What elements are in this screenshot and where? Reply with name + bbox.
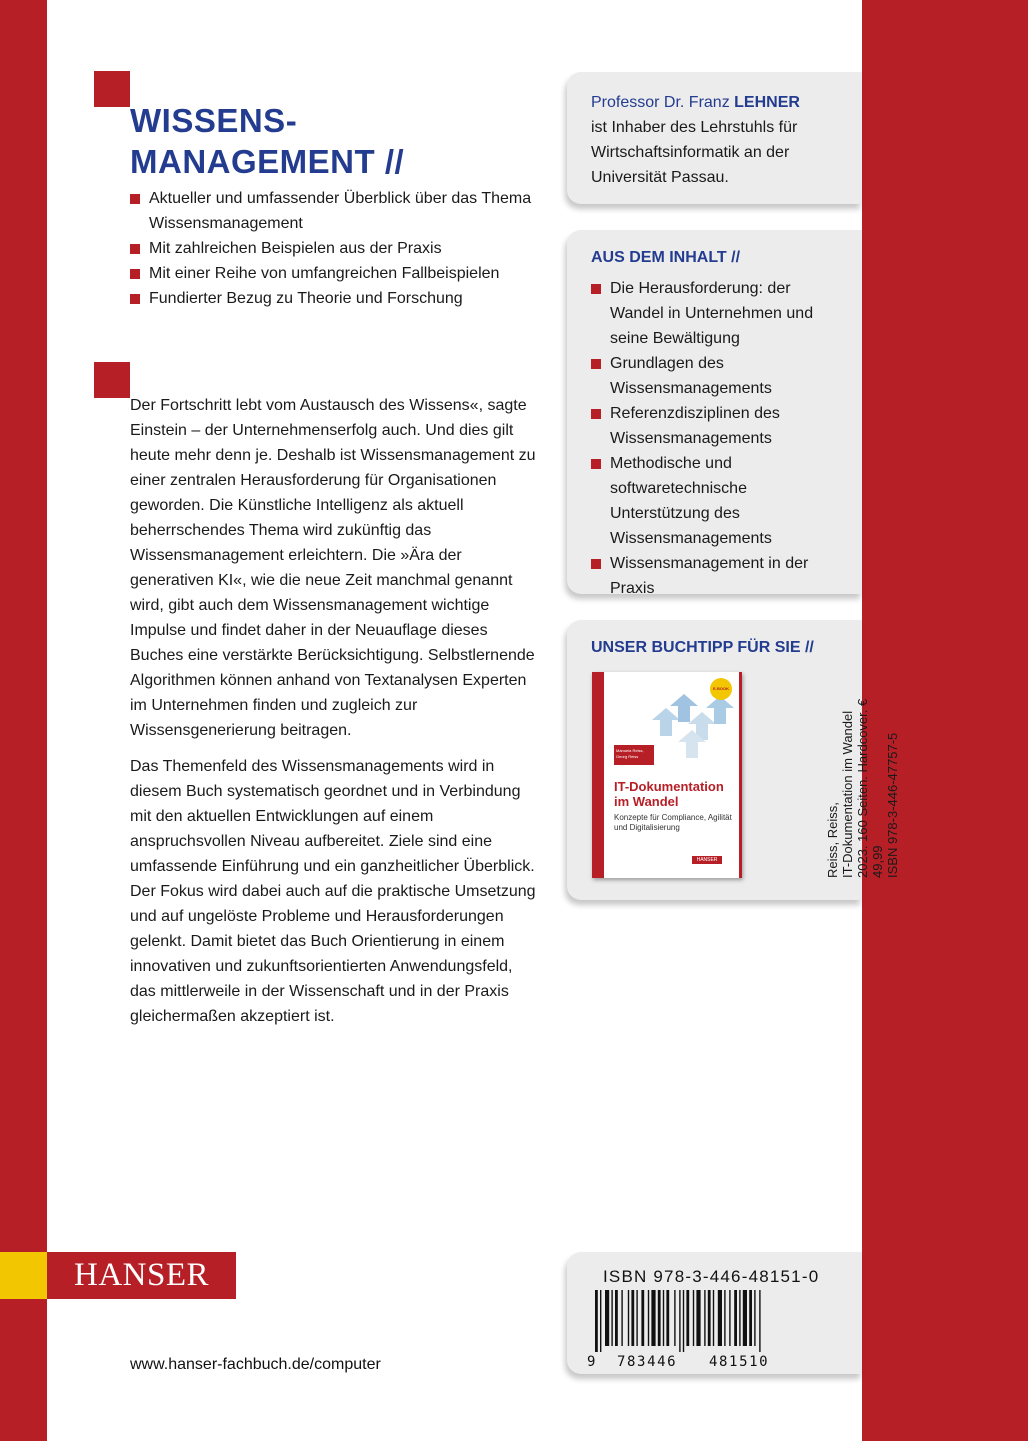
feature-item: Fundierter Bezug zu Theorie und Forschung bbox=[130, 286, 550, 311]
barcode-bar bbox=[631, 1290, 634, 1346]
contents-list bbox=[591, 276, 831, 601]
cover-spine bbox=[592, 672, 604, 878]
contents-item: Wissensmanagement in der Praxis bbox=[591, 551, 831, 601]
cover-title: IT-Dokumentation im Wandel bbox=[614, 779, 724, 809]
description-paragraph: Das Themenfeld des Wissensmanagements wird in diesem Buch systematisch geordnet und in Verbindung mit den aktuellen Entwicklungen auf einem anspruchsvollen Niveau aufbereitet. Ziele sind eine umfassende Einführung und ein ganzheitlicher Überblick. Der Fokus wird dabei auch auf die praktische Umsetzung und auf ungelöste Probleme und Herausforderungen gelenkt. Damit bietet das Buch Orientierung in einem innovativen und zukunftsorientierten Anwendungsfeld, das mittlerweile in der Wissenschaft und in der Praxis gleichermaßen akzeptiert ist. bbox=[130, 758, 536, 1025]
barcode bbox=[595, 1290, 795, 1352]
barcode-bar bbox=[708, 1290, 711, 1346]
barcode-bar bbox=[724, 1290, 725, 1346]
description-paragraph: Der Fortschritt lebt vom Austausch des Wissens«, sagte Einstein – der Unternehmenserfolg auch. Und dies gilt heute mehr denn je. Deshalb ist Wissensmanagement zu einer zentralen Herausforderung für Organisationen geworden. Die Künstliche Intelligenz als aktuell beherrschendes Thema wird zukünftig das Wissensmanagement erleichtern. Die »Ära der generativen KI«, wie die neue Zeit manchmal genannt wird, gibt auch dem Wissensmanagement wichtige Impulse und findet daher in der Neuauflage dieses Buches eine verstärkte Berücksichtigung. Selbstlernende Algorithmen können anhand von Textanalysen Experten im Unternehmen finden und zugleich zur Wissensgenerierung beitragen. bbox=[130, 397, 536, 739]
website-url[interactable]: www.hanser-fachbuch.de/computer bbox=[130, 1356, 381, 1373]
contents-item: Grundlagen des Wissensmanagements bbox=[591, 351, 831, 401]
barcode-bar bbox=[674, 1290, 675, 1346]
isbn-panel: ISBN 978-3-446-48151-0 9 783446 481510 bbox=[567, 1252, 862, 1374]
feature-item: Mit zahlreichen Beispielen aus der Praxis bbox=[130, 236, 550, 261]
barcode-bar bbox=[666, 1290, 669, 1346]
barcode-bar bbox=[679, 1290, 680, 1352]
contents-item: Die Herausforderung: der Wandel in Unternehmen und seine Bewältigung bbox=[591, 276, 831, 351]
feature-list bbox=[130, 186, 550, 311]
cover-edge bbox=[739, 672, 742, 878]
contents-heading: AUS DEM INHALT // bbox=[591, 249, 741, 266]
feature-item: Mit einer Reihe von umfangreichen Fallbeispielen bbox=[130, 261, 550, 286]
title-square-marker bbox=[94, 71, 130, 107]
barcode-bar bbox=[743, 1290, 747, 1346]
barcode-bar bbox=[683, 1290, 684, 1352]
recommended-book-cover bbox=[592, 672, 742, 878]
barcode-bar bbox=[615, 1290, 618, 1346]
barcode-bar bbox=[621, 1290, 622, 1346]
barcode-bar bbox=[658, 1290, 661, 1346]
feature-item: Aktueller und umfassender Überblick über das Thema Wissensmanagement bbox=[130, 186, 550, 236]
barcode-bar bbox=[611, 1290, 612, 1346]
barcode-bar bbox=[713, 1290, 714, 1346]
barcode-bar bbox=[754, 1290, 755, 1346]
barcode-bar bbox=[686, 1290, 689, 1346]
barcode-bar bbox=[734, 1290, 737, 1346]
left-red-band bbox=[0, 0, 47, 1441]
book-tip-panel bbox=[567, 620, 900, 900]
barcode-bar bbox=[696, 1290, 700, 1346]
barcode-bar bbox=[636, 1290, 637, 1346]
barcode-bar bbox=[718, 1290, 722, 1346]
barcode-bar bbox=[628, 1290, 629, 1346]
cover-author-tab: Manuela Reiss, Georg Reiss bbox=[614, 745, 654, 765]
cover-publisher-logo: HANSER bbox=[692, 856, 722, 864]
book-tip-details: Reiss, Reiss, IT-Dokumentation im Wandel 2023. 160 Seiten. Hardcover. € 49,99 ISBN 978-3-446-47757-5 bbox=[825, 698, 900, 878]
barcode-bar bbox=[651, 1290, 655, 1346]
book-title: WISSENS- MANAGEMENT // bbox=[130, 102, 405, 180]
barcode-bar bbox=[704, 1290, 705, 1346]
barcode-bar bbox=[693, 1290, 694, 1346]
contents-item: Methodische und softwaretechnische Unterstützung des Wissensmanagements bbox=[591, 451, 831, 551]
left-yellow-accent bbox=[0, 1252, 47, 1299]
description-square-marker bbox=[94, 362, 130, 398]
barcode-bar bbox=[595, 1290, 598, 1352]
barcode-bar bbox=[739, 1290, 740, 1346]
barcode-bar bbox=[641, 1290, 644, 1346]
author-name: Professor Dr. Franz LEHNER bbox=[591, 94, 800, 111]
cover-subtitle: Konzepte für Compliance, Agilität und Digitalisierung bbox=[614, 813, 732, 832]
cover-arrows-graphic bbox=[652, 690, 734, 760]
contents-item: Referenzdisziplinen des Wissensmanagements bbox=[591, 401, 831, 451]
barcode-bar bbox=[605, 1290, 609, 1346]
barcode-bar bbox=[600, 1290, 601, 1352]
barcode-bar bbox=[729, 1290, 730, 1346]
barcode-bar bbox=[749, 1290, 752, 1346]
isbn-label: ISBN 978-3-446-48151-0 bbox=[603, 1267, 820, 1286]
author-panel bbox=[567, 72, 862, 204]
barcode-bar bbox=[759, 1290, 760, 1352]
author-bio: ist Inhaber des Lehrstuhls für Wirtschaftsinformatik an der Universität Passau. bbox=[591, 119, 798, 186]
barcode-bar bbox=[663, 1290, 664, 1346]
ebook-badge: E-BOOK bbox=[710, 678, 732, 700]
hanser-logo: HANSER bbox=[47, 1252, 236, 1299]
description bbox=[130, 393, 540, 1029]
barcode-bar bbox=[648, 1290, 649, 1346]
book-tip-heading: UNSER BUCHTIPP FÜR SIE // bbox=[591, 639, 814, 656]
contents-panel bbox=[567, 230, 862, 597]
